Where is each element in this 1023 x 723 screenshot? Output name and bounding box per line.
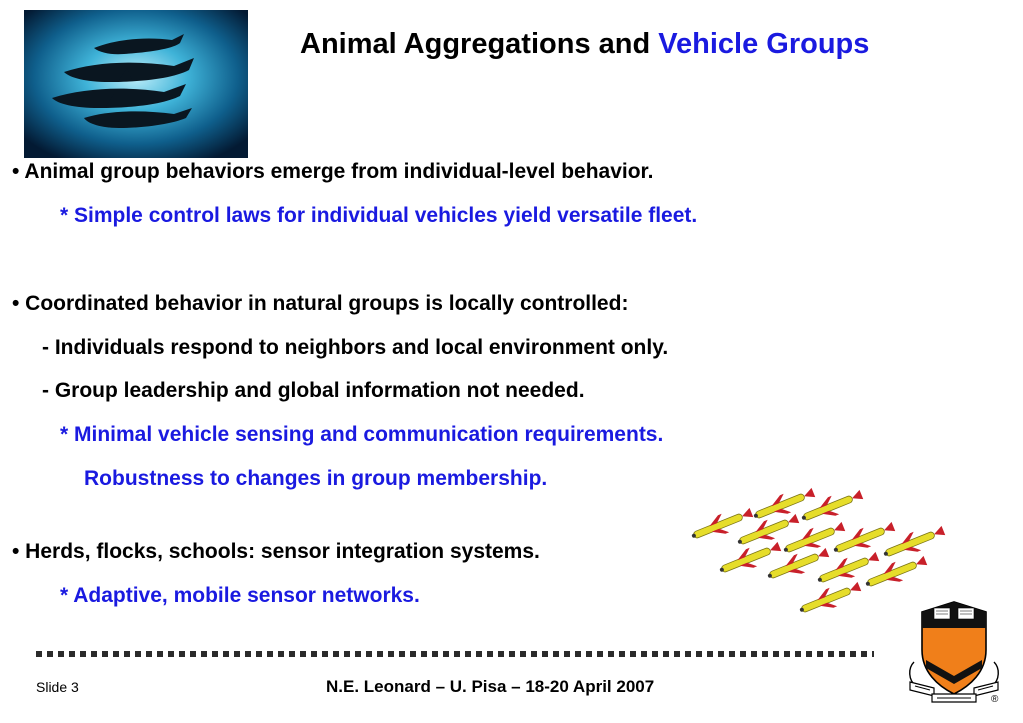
slide-title <box>300 28 869 61</box>
glider-5 <box>780 517 847 560</box>
registered-mark: ® <box>991 694 999 705</box>
footer-credit: N.E. Leonard – U. Pisa – 18-20 April 2007 <box>326 677 655 696</box>
sub-group-leadership: - Group leadership and global information not needed. <box>42 379 585 402</box>
title-accent: Vehicle Groups <box>658 28 870 60</box>
sub-simple-control-laws: * Simple control laws for individual vehicles yield versatile fleet. <box>60 204 698 227</box>
slide-number: Slide 3 <box>36 679 79 695</box>
sub-robustness: Robustness to changes in group membership. <box>84 467 548 490</box>
sub-adaptive-networks: * Adaptive, mobile sensor networks. <box>60 584 420 607</box>
bullet-coordinated-behavior: • Coordinated behavior in natural groups is locally controlled: <box>12 292 629 315</box>
footer-divider <box>36 651 874 657</box>
title-main: Animal Aggregations and <box>300 28 659 60</box>
princeton-shield-logo <box>904 598 1004 710</box>
bullet-animal-behaviors: • Animal group behaviors emerge from individual-level behavior. <box>12 160 654 183</box>
sub-individuals-respond: - Individuals respond to neighbors and local environment only. <box>42 336 669 359</box>
dolphins-photo <box>24 10 248 158</box>
sub-minimal-sensing: * Minimal vehicle sensing and communication requirements. <box>60 423 664 446</box>
bullet-herds-flocks: • Herds, flocks, schools: sensor integration systems. <box>12 540 540 563</box>
glider-12 <box>796 577 863 620</box>
